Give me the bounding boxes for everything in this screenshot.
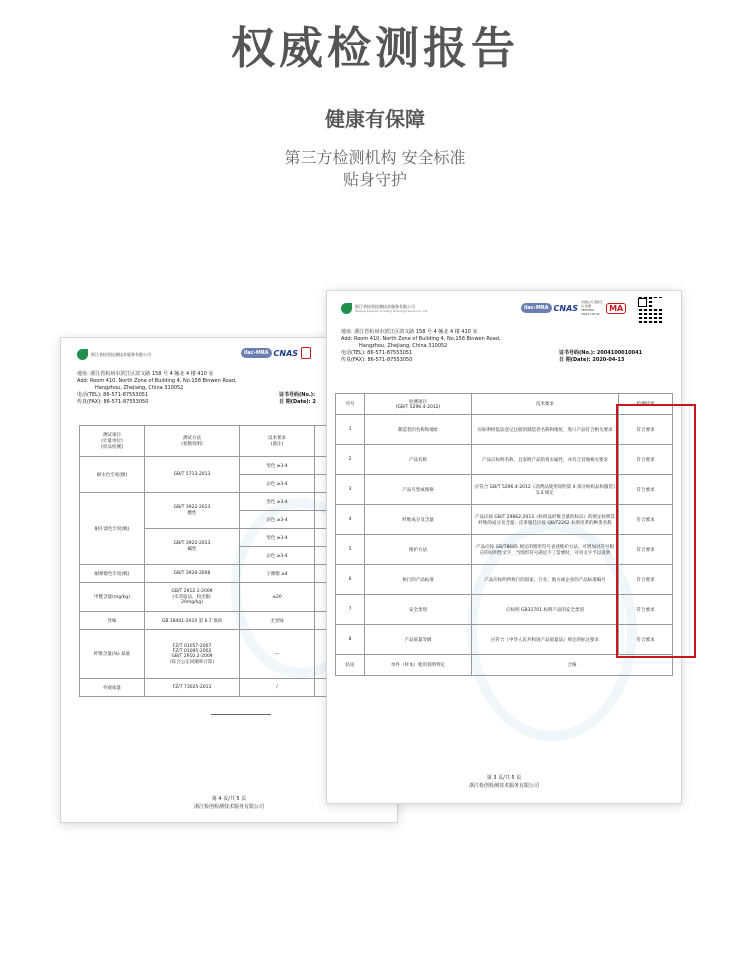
cell: GB/T 3920-2008	[145, 565, 240, 583]
cell: 沾色 ≥3-4	[240, 475, 315, 493]
tel: 电话(TEL): 86-571-87553051	[341, 350, 413, 356]
cell: 耐汗渍色牢度(级)	[80, 493, 145, 565]
cell: 符合要求	[619, 445, 673, 475]
cell: 产品号型或规格	[365, 475, 472, 505]
cell: 符合要求	[619, 475, 673, 505]
cell: 纤维成分及含量	[365, 505, 472, 535]
org-logo-icon	[77, 349, 88, 360]
cell: 符合要求	[619, 565, 673, 595]
cell: /	[240, 679, 315, 697]
cell: 外观质量	[80, 679, 145, 697]
cell: 合格	[472, 655, 673, 676]
cell: 应符合《中华人民共和国产品质量法》规定的标注要求	[472, 625, 619, 655]
cell: 沾色 ≥3-4	[240, 547, 315, 565]
cert-date: 日 期(Date): 2020-04-13	[559, 357, 625, 363]
cnas-subtext: 中国认可 国际互认 检测 TESTING CNAS L8742	[581, 300, 604, 316]
cnas-logo-icon: CNAS	[273, 348, 299, 358]
cell: 耐水色牢度(级)	[80, 457, 145, 493]
address-en-1: Add: Room 410, North Zone of Building 4, No.158 Binwen Road,	[77, 378, 237, 384]
fax: 传真(FAX): 86-571-87553050	[77, 399, 149, 405]
cell: 单件（样本）使用说明判定	[365, 655, 472, 676]
page-number: 第 4 页/共 5 页	[211, 796, 247, 802]
ilac-logo-icon: ilac-MRA	[241, 348, 272, 358]
ilac-logo-icon: ilac-MRA	[521, 303, 552, 313]
accreditation-marks	[241, 347, 311, 359]
org-header	[77, 349, 151, 360]
cell: 维护方法	[365, 535, 472, 565]
column-header: 测试项目 (计量单位) [样品检测]	[80, 426, 145, 457]
column-header: 序号	[336, 394, 365, 415]
result-column-highlight	[616, 404, 696, 658]
cell: 符合要求	[619, 595, 673, 625]
cell: 产品质量等级	[365, 625, 472, 655]
address-cn: 地址: 浙江省杭州市滨江区滨文路 158 号 4 幢北 4 楼 410 室	[341, 329, 478, 335]
cell: 1	[336, 415, 365, 445]
accreditation-marks	[521, 300, 626, 316]
cell: 纤维含量(%) 抹底	[80, 630, 145, 679]
ma-logo-icon: MA	[606, 303, 626, 314]
column-header: 技术要求	[472, 394, 619, 415]
cell: 应符合 GB/T 5296.4-2012《消费品使用说明第 4 部分纺织品和服装》5.3 规定	[472, 475, 619, 505]
cell: 产品应按 GB/T 29862-2013《纺织品纤维含量的标识》的规定标明其纤维的成分及含量；皮革服装应按 QB/T2262 标明皮革的种类名称	[472, 505, 619, 535]
cert-meta	[279, 392, 316, 406]
description-line-1: 第三方检测机构 安全标准	[284, 148, 466, 167]
cell: 符合要求	[619, 505, 673, 535]
column-header: 检测结果	[619, 394, 673, 415]
address-en-1: Add: Room 410, North Zone of Building 4, No.158 Binwen Road,	[341, 336, 501, 342]
org-name-block	[355, 304, 428, 313]
cell: 7	[336, 595, 365, 625]
org-header	[341, 303, 428, 314]
footer-org: 浙江检创检测技术服务有限公司	[193, 804, 264, 810]
org-name: 浙江省检验检测技术服务有限公司	[355, 304, 415, 309]
signature-line	[211, 714, 271, 715]
cell: 干摩擦 ≥4	[240, 565, 315, 583]
cell: 符合要求	[619, 535, 673, 565]
cell: FZ/T 73025-2013	[145, 679, 240, 697]
cell: 变色 ≥3-4	[240, 529, 315, 547]
description-line-2: 贴身守护	[342, 170, 407, 189]
cell: ≤20	[240, 583, 315, 612]
address-block	[77, 371, 237, 406]
qr-code-icon	[637, 297, 663, 323]
column-header: 检测项目 (GB/T 5296.4-2012)	[365, 394, 472, 415]
cell: 5	[336, 535, 365, 565]
cert-date: 日 期(Date): 2	[279, 399, 316, 405]
page-number: 第 3 页/共 5 页	[486, 775, 522, 781]
address-cn: 地址: 浙江省杭州市滨江区滨文路 158 号 4 幢北 4 楼 410 室	[77, 371, 214, 377]
cell: 4	[336, 505, 365, 535]
cell: GB/T 3922-2013 酸性	[145, 493, 240, 529]
cell: 产品应标明名称，且表明产品的真实属性，并符合其他相关要求	[472, 445, 619, 475]
tel: 电话(TEL): 86-571-87553051	[77, 392, 149, 398]
cell: —	[240, 630, 315, 679]
footer-org: 浙江检创检测技术服务有限公司	[468, 783, 539, 789]
cell: GB 18401-2010 第 6.7 条款	[145, 612, 240, 630]
cell: GB/T 3922-2013 碱性	[145, 529, 240, 565]
cell: 甲醛含量(mg/kg)	[80, 583, 145, 612]
address-block	[341, 329, 501, 364]
cell: 符合要求	[619, 625, 673, 655]
subtitle: 健康有保障	[325, 107, 425, 131]
org-name: 浙江省检验检测技术服务有限公司	[91, 351, 151, 357]
address-en-2: Hangzhou, Zhejiang, China 310052	[95, 385, 184, 391]
cell: 2	[336, 445, 365, 475]
cell: 沾色 ≥3-4	[240, 511, 315, 529]
column-header: 测试方法 (参数说明)	[145, 426, 240, 457]
column-header: 技术要求 (备注)	[240, 426, 315, 457]
cnas-logo-icon: CNAS	[553, 303, 579, 313]
cell: 8	[336, 625, 365, 655]
cell: 无异味	[240, 612, 315, 630]
cell: 应标明 GB31701 标明产品的安全类别	[472, 595, 619, 625]
cell: FZ/T 01057-2007 FZ/T 01095-2002 GB/T 2910.2-2009 (综合公定回潮率计算)	[145, 630, 240, 679]
cell: 符合要求	[619, 415, 673, 445]
cell: GB/T 2912.1-2009 (水萃取法，检出限: 20mg/kg)	[145, 583, 240, 612]
cell: 变色 ≥3-4	[240, 493, 315, 511]
cell: 6	[336, 565, 365, 595]
cert-number: 证书号码(No.):	[279, 392, 316, 398]
cert-meta	[559, 350, 642, 364]
cell: 应标明经依法登记注册的制造者名称和地址，进口产品符合相关要求	[472, 415, 619, 445]
fax: 传真(FAX): 86-571-87553050	[341, 357, 413, 363]
cell: 耐摩擦色牢度(级)	[80, 565, 145, 583]
cell: 执行的产品标准	[365, 565, 472, 595]
cell: GB/T 5713-2013	[145, 457, 240, 493]
cell: 变色 ≥3-4	[240, 457, 315, 475]
cell: 异味	[80, 612, 145, 630]
cell: 产品应按 GB/T8685 规定的图形符号表述维护方法，可增加对符号相应的说明性文字，当图形符号满足不了需要时，可用文字予以说明	[472, 535, 619, 565]
page-footer	[327, 774, 681, 790]
cell: 安全类别	[365, 595, 472, 625]
ma-logo-icon	[301, 347, 311, 359]
cell: 产品应标明所执行的国家、行业、地方或企业的产品标准编号	[472, 565, 619, 595]
cell: 产品名称	[365, 445, 472, 475]
org-name-en: Zhejiang Inspection & Testing Technology Service Co., Ltd.	[355, 310, 428, 313]
cell: 结论	[336, 655, 365, 676]
address-en-2: Hangzhou, Zhejiang, China 310052	[359, 343, 448, 349]
org-logo-icon	[341, 303, 352, 314]
cell: 3	[336, 475, 365, 505]
page-title: 权威检测报告	[231, 23, 519, 74]
cert-number: 证书号码(No.): 2004100010041	[559, 350, 643, 356]
cell: 制造者的名称和地址	[365, 415, 472, 445]
